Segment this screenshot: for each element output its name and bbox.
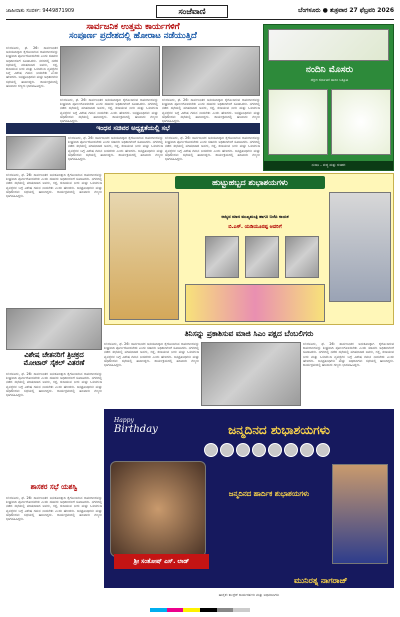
birthday-line2: ಬಿ.ಎಸ್. ಯಡಿಯೂರಪ್ಪ ಅವರಿಗೆ: [228, 224, 282, 230]
ad-bowl-photo-2: [331, 89, 391, 155]
strip-photo: [6, 136, 66, 170]
article1-body-3: ಬೆಂಗಳೂರು, ಫೆ. 26: ಸಾರ್ವಜನಿಕರ ಅನುಕೂಲಕ್ಕಾಗಿ ಕೈಗೊಂಡಿರುವ ಕಾಮಗಾರಿಗಳನ್ನು ಶೀಘ್ರವಾಗಿ ಪೂರ್ಣಗೊಳಿಸಬೇಕು ಎಂದು ಸಚಿವರು ಅಧಿಕಾರಿಗಳಿಗೆ ಸೂಚಿಸಿದರು. ನಗರದಲ್ಲಿ ನಡೆದ ಸಭೆಯಲ್ಲಿ ಮಾತನಾಡಿದ ಅವರು, ರಸ್ತೆ, ಕುಡಿಯುವ ನೀರು ಮತ್ತು ಒಳಚರಂಡಿ ವ್ಯವಸ್ಥೆಗಳ ಬಗ್ಗೆ ವಿಶೇಷ ಗಮನ ನೀಡಬೇಕು ಎಂದು ಹೇಳಿದರು. ಜನಪ್ರತಿನಿಧಿಗಳು ಮತ್ತು ಅಧಿಕಾರಿಗಳು ಸಭೆಯಲ್ಲಿ ಹಾಜರಿದ್ದರು. ಕಾರ್ಯಕ್ರಮದಲ್ಲಿ ಹಲವಾರು ಗಣ್ಯರು ಭಾಗವಹಿಸಿದ್ದರು.: [162, 98, 260, 124]
article4-body: ಬೆಂಗಳೂರು, ಫೆ. 26: ಸಾರ್ವಜನಿಕರ ಅನುಕೂಲಕ್ಕಾಗಿ ಕೈಗೊಂಡಿರುವ ಕಾಮಗಾರಿಗಳನ್ನು ಶೀಘ್ರವಾಗಿ ಪೂರ್ಣಗೊಳಿಸಬೇಕು ಎಂದು ಸಚಿವರು ಅಧಿಕಾರಿಗಳಿಗೆ ಸೂಚಿಸಿದರು. ನಗರದಲ್ಲಿ ನಡೆದ ಸಭೆಯಲ್ಲಿ ಮಾತನಾಡಿದ ಅವರು, ರಸ್ತೆ, ಕುಡಿಯುವ ನೀರು ಮತ್ತು ಒಳಚರಂಡಿ ವ್ಯವಸ್ಥೆಗಳ ಬಗ್ಗೆ ವಿಶೇಷ ಗಮನ ನೀಡಬೇಕು ಎಂದು ಹೇಳಿದರು. ಜನಪ್ರತಿನಿಧಿಗಳು ಮತ್ತು ಅಧಿಕಾರಿಗಳು ಸಭೆಯಲ್ಲಿ ಹಾಜರಿದ್ದರು. ಕಾರ್ಯಕ್ರಮದಲ್ಲಿ ಹಲವಾರು ಗಣ್ಯರು ಭಾಗವಹಿಸಿದ್ದರು.: [6, 496, 102, 522]
article2-body: ಬೆಂಗಳೂರು, ಫೆ. 26: ಸಾರ್ವಜನಿಕರ ಅನುಕೂಲಕ್ಕಾಗಿ ಕೈಗೊಂಡಿರುವ ಕಾಮಗಾರಿಗಳನ್ನು ಶೀಘ್ರವಾಗಿ ಪೂರ್ಣಗೊಳಿಸಬೇಕು ಎಂದು ಸಚಿವರು ಅಧಿಕಾರಿಗಳಿಗೆ ಸೂಚಿಸಿದರು. ನಗರದಲ್ಲಿ ನಡೆದ ಸಭೆಯಲ್ಲಿ ಮಾತನಾಡಿದ ಅವರು, ರಸ್ತೆ, ಕುಡಿಯುವ ನೀರು ಮತ್ತು ಒಳಚರಂಡಿ ವ್ಯವಸ್ಥೆಗಳ ಬಗ್ಗೆ ವಿಶೇಷ ಗಮನ ನೀಡಬೇಕು ಎಂದು ಹೇಳಿದರು. ಜನಪ್ರತಿನಿಧಿಗಳು ಮತ್ತು ಅಧಿಕಾರಿಗಳು ಸಭೆಯಲ್ಲಿ ಹಾಜರಿದ್ದರು. ಕಾರ್ಯಕ್ರಮದಲ್ಲಿ ಹಲವಾರು ಗಣ್ಯರು ಭಾಗವಹಿಸಿದ್ದರು.: [104, 342, 199, 368]
article1-body: ಬೆಂಗಳೂರು, ಫೆ. 26: ಸಾರ್ವಜನಿಕರ ಅನುಕೂಲಕ್ಕಾಗಿ ಕೈಗೊಂಡಿರುವ ಕಾಮಗಾರಿಗಳನ್ನು ಶೀಘ್ರವಾಗಿ ಪೂರ್ಣಗೊಳಿಸಬೇಕು ಎಂದು ಸಚಿವರು ಅಧಿಕಾರಿಗಳಿಗೆ ಸೂಚಿಸಿದರು. ನಗರದಲ್ಲಿ ನಡೆದ ಸಭೆಯಲ್ಲಿ ಮಾತನಾಡಿದ ಅವರು, ರಸ್ತೆ, ಕುಡಿಯುವ ನೀರು ಮತ್ತು ಒಳಚರಂಡಿ ವ್ಯವಸ್ಥೆಗಳ ಬಗ್ಗೆ ವಿಶೇಷ ಗಮನ ನೀಡಬೇಕು ಎಂದು ಹೇಳಿದರು. ಜನಪ್ರತಿನಿಧಿಗಳು ಮತ್ತು ಅಧಿಕಾರಿಗಳು ಸಭೆಯಲ್ಲಿ ಹಾಜರಿದ್ದರು. ಕಾರ್ಯಕ್ರಮದಲ್ಲಿ ಹಲವಾರು ಗಣ್ಯರು ಭಾಗವಹಿಸಿದ್ದರು.: [6, 46, 58, 88]
portrait-5: [268, 443, 282, 457]
ad-footer: ನಂದಿನಿ – ಶುದ್ಧ ಮತ್ತು ರುಚಿಕರ: [264, 161, 393, 170]
nandini-ad: [263, 24, 394, 171]
ad-contact: ಜಾಹೀರಾತು ಸಂಪರ್ಕ: 9449871909: [6, 8, 75, 14]
article1-body-2: ಬೆಂಗಳೂರು, ಫೆ. 26: ಸಾರ್ವಜನಿಕರ ಅನುಕೂಲಕ್ಕಾಗಿ ಕೈಗೊಂಡಿರುವ ಕಾಮಗಾರಿಗಳನ್ನು ಶೀಘ್ರವಾಗಿ ಪೂರ್ಣಗೊಳಿಸಬೇಕು ಎಂದು ಸಚಿವರು ಅಧಿಕಾರಿಗಳಿಗೆ ಸೂಚಿಸಿದರು. ನಗರದಲ್ಲಿ ನಡೆದ ಸಭೆಯಲ್ಲಿ ಮಾತನಾಡಿದ ಅವರು, ರಸ್ತೆ, ಕುಡಿಯುವ ನೀರು ಮತ್ತು ಒಳಚರಂಡಿ ವ್ಯವಸ್ಥೆಗಳ ಬಗ್ಗೆ ವಿಶೇಷ ಗಮನ ನೀಡಬೇಕು ಎಂದು ಹೇಳಿದರು. ಜನಪ್ರತಿನಿಧಿಗಳು ಮತ್ತು ಅಧಿಕಾರಿಗಳು ಸಭೆಯಲ್ಲಿ ಹಾಜರಿದ್ದರು. ಕಾರ್ಯಕ್ರಮದಲ್ಲಿ ಹಲವಾರು ಗಣ್ಯರು ಭಾಗವಹಿಸಿದ್ದರು.: [60, 98, 158, 124]
happy-birthday: Happy Birthday: [114, 417, 158, 435]
sender-portrait: [332, 464, 388, 564]
leader-photo: [109, 192, 179, 320]
strip-body: ಬೆಂಗಳೂರು, ಫೆ. 26: ಸಾರ್ವಜನಿಕರ ಅನುಕೂಲಕ್ಕಾಗಿ ಕೈಗೊಂಡಿರುವ ಕಾಮಗಾರಿಗಳನ್ನು ಶೀಘ್ರವಾಗಿ ಪೂರ್ಣಗೊಳಿಸಬೇಕು ಎಂದು ಸಚಿವರು ಅಧಿಕಾರಿಗಳಿಗೆ ಸೂಚಿಸಿದರು. ನಗರದಲ್ಲಿ ನಡೆದ ಸಭೆಯಲ್ಲಿ ಮಾತನಾಡಿದ ಅವರು, ರಸ್ತೆ, ಕುಡಿಯುವ ನೀರು ಮತ್ತು ಒಳಚರಂಡಿ ವ್ಯವಸ್ಥೆಗಳ ಬಗ್ಗೆ ವಿಶೇಷ ಗಮನ ನೀಡಬೇಕು ಎಂದು ಹೇಳಿದರು. ಜನಪ್ರತಿನಿಧಿಗಳು ಮತ್ತು ಅಧಿಕಾರಿಗಳು ಸಭೆಯಲ್ಲಿ ಹಾಜರಿದ್ದರು. ಕಾರ್ಯಕ್ರಮದಲ್ಲಿ ಹಲವಾರು ಗಣ್ಯರು ಭಾಗವಹಿಸಿದ್ದರು.: [68, 136, 163, 162]
portrait-1: [204, 443, 218, 457]
issue-date: ಬೆಂಗಳೂರು ● ಶುಕ್ರವಾರ 27 ಫೆಬ್ರವರಿ 2026: [298, 7, 394, 14]
portrait-2: [220, 443, 234, 457]
birthday-ad-1: [104, 173, 394, 325]
article1-photo: [60, 46, 160, 96]
ad-subtitle: ದಕ್ಷಿಣ ಕರ್ನಾಟಕ ಹಾಲು ಒಕ್ಕೂಟ: [310, 78, 349, 82]
name-tag: ಶ್ರೀ ಸಂತೋಷ್ ಎಸ್. ಲಾಡ್: [114, 554, 209, 569]
sender-photo: [329, 192, 391, 302]
ad-bowl-photo: [268, 89, 328, 155]
greeter-photo-2: [245, 236, 279, 278]
newspaper-logo: ಸಂಜೆವಾಣಿ: [156, 5, 228, 18]
sender-name: ಮುನಿರತ್ನ ನಾಗರಾಜ್: [294, 576, 348, 585]
masthead-rule: [6, 19, 394, 20]
article4-headline: ಶಾಸಕರ ಸಭೆ ಯಶಸ್ವಿ: [30, 483, 78, 491]
birthday-greeting: ಜನ್ಮದಿನದ ಹಾರ್ದಿಕ ಶುಭಾಶಯಗಳು: [228, 490, 310, 498]
birthday-ad-2: [104, 409, 394, 602]
birthday-banner: ಹುಟ್ಟುಹಬ್ಬದ ಶುಭಾಶಯಗಳು: [175, 176, 325, 189]
left-column-photo: [6, 308, 102, 350]
greeter-photo-1: [205, 236, 239, 278]
portrait-3: [236, 443, 250, 457]
masthead: [6, 5, 394, 19]
article3-headline: ವಿಶೇಷ ಚೇತನರಿಗೆ ತ್ರಿಚಕ್ರದ ಮೋಟಾರ್ ಸೈಕಲ್ ವಿತರಣೆ: [23, 351, 85, 367]
portrait-7: [300, 443, 314, 457]
strip-body-2: ಬೆಂಗಳೂರು, ಫೆ. 26: ಸಾರ್ವಜನಿಕರ ಅನುಕೂಲಕ್ಕಾಗಿ ಕೈಗೊಂಡಿರುವ ಕಾಮಗಾರಿಗಳನ್ನು ಶೀಘ್ರವಾಗಿ ಪೂರ್ಣಗೊಳಿಸಬೇಕು ಎಂದು ಸಚಿವರು ಅಧಿಕಾರಿಗಳಿಗೆ ಸೂಚಿಸಿದರು. ನಗರದಲ್ಲಿ ನಡೆದ ಸಭೆಯಲ್ಲಿ ಮಾತನಾಡಿದ ಅವರು, ರಸ್ತೆ, ಕುಡಿಯುವ ನೀರು ಮತ್ತು ಒಳಚರಂಡಿ ವ್ಯವಸ್ಥೆಗಳ ಬಗ್ಗೆ ವಿಶೇಷ ಗಮನ ನೀಡಬೇಕು ಎಂದು ಹೇಳಿದರು. ಜನಪ್ರತಿನಿಧಿಗಳು ಮತ್ತು ಅಧಿಕಾರಿಗಳು ಸಭೆಯಲ್ಲಿ ಹಾಜರಿದ್ದರು. ಕಾರ್ಯಕ್ರಮದಲ್ಲಿ ಹಲವಾರು ಗಣ್ಯರು ಭಾಗವಹಿಸಿದ್ದರು.: [165, 136, 260, 162]
main-portrait: [110, 461, 206, 557]
article3-body: ಬೆಂಗಳೂರು, ಫೆ. 26: ಸಾರ್ವಜನಿಕರ ಅನುಕೂಲಕ್ಕಾಗಿ ಕೈಗೊಂಡಿರುವ ಕಾಮಗಾರಿಗಳನ್ನು ಶೀಘ್ರವಾಗಿ ಪೂರ್ಣಗೊಳಿಸಬೇಕು ಎಂದು ಸಚಿವರು ಅಧಿಕಾರಿಗಳಿಗೆ ಸೂಚಿಸಿದರು. ನಗರದಲ್ಲಿ ನಡೆದ ಸಭೆಯಲ್ಲಿ ಮಾತನಾಡಿದ ಅವರು, ರಸ್ತೆ, ಕುಡಿಯುವ ನೀರು ಮತ್ತು ಒಳಚರಂಡಿ ವ್ಯವಸ್ಥೆಗಳ ಬಗ್ಗೆ ವಿಶೇಷ ಗಮನ ನೀಡಬೇಕು ಎಂದು ಹೇಳಿದರು. ಜನಪ್ರತಿನಿಧಿಗಳು ಮತ್ತು ಅಧಿಕಾರಿಗಳು ಸಭೆಯಲ್ಲಿ ಹಾಜರಿದ್ದರು. ಕಾರ್ಯಕ್ರಮದಲ್ಲಿ ಹಲವಾರು ಗಣ್ಯರು ಭಾಗವಹಿಸಿದ್ದರು.: [6, 372, 102, 398]
ad-title: ನಂದಿನಿ ಮೊಸರು: [305, 65, 354, 75]
left-column-body: ಬೆಂಗಳೂರು, ಫೆ. 26: ಸಾರ್ವಜನಿಕರ ಅನುಕೂಲಕ್ಕಾಗಿ ಕೈಗೊಂಡಿರುವ ಕಾಮಗಾರಿಗಳನ್ನು ಶೀಘ್ರವಾಗಿ ಪೂರ್ಣಗೊಳಿಸಬೇಕು ಎಂದು ಸಚಿವರು ಅಧಿಕಾರಿಗಳಿಗೆ ಸೂಚಿಸಿದರು. ನಗರದಲ್ಲಿ ನಡೆದ ಸಭೆಯಲ್ಲಿ ಮಾತನಾಡಿದ ಅವರು, ರಸ್ತೆ, ಕುಡಿಯುವ ನೀರು ಮತ್ತು ಒಳಚರಂಡಿ ವ್ಯವಸ್ಥೆಗಳ ಬಗ್ಗೆ ವಿಶೇಷ ಗಮನ ನೀಡಬೇಕು ಎಂದು ಹೇಳಿದರು. ಜನಪ್ರತಿನಿಧಿಗಳು ಮತ್ತು ಅಧಿಕಾರಿಗಳು ಸಭೆಯಲ್ಲಿ ಹಾಜರಿದ್ದರು. ಕಾರ್ಯಕ್ರಮದಲ್ಲಿ ಹಲವಾರು ಗಣ್ಯರು ಭಾಗವಹಿಸಿದ್ದರು.: [6, 173, 102, 199]
article-strip-headline: ಇಂಧನ ಸಚಿವರ ಅಧ್ಯಕ್ಷತೆಯಲ್ಲಿ ಸಭೆ: [6, 123, 260, 134]
article2-headline: ತಿನಿಸನ್ನು ಪ್ರಕಾಶಿಸುವ ಮಾಜಿ ಸಿಎಂ ಪಕ್ಷದ ಬೆಂಬಲಿಗರು: [184, 329, 314, 338]
ad-product-photo: [268, 29, 389, 61]
article1-photo-2: [162, 46, 260, 96]
birthday-title: ಜನ್ಮದಿನದ ಶುಭಾಶಯಗಳು: [228, 423, 330, 437]
print-color-bar: [150, 608, 250, 612]
portrait-8: [316, 443, 330, 457]
portrait-4: [252, 443, 266, 457]
ad-footer-2: ಹಾರೈಕೆ: ಕಾಂಗ್ರೆಸ್ ಕಾರ್ಯಕರ್ತರು ಮತ್ತು ಅಭಿಮಾನಿಗಳು: [104, 588, 394, 602]
birthday-line1: ರಾಜ್ಯದ ಮಾಜಿ ಮುಖ್ಯಮಂತ್ರಿ ಹಾಗೂ ಬಿಜೆಪಿ ನಾಯಕ: [221, 214, 289, 219]
article1-headline: ಸಾರ್ವಜನಿಕ ಉತ್ತಮ ಕಾರ್ಯಗಳಿಗೆ ಸಂಪೂರ್ಣ ಪ್ರದೇಶದಲ್ಲಿ ಹೋರಾಟ ನಡೆಯುತ್ತಿದೆ: [69, 22, 197, 42]
portrait-6: [284, 443, 298, 457]
article2-photo: [201, 342, 301, 406]
greeter-photo-3: [285, 236, 319, 278]
flowers-decoration: [185, 284, 325, 322]
article2-body-2: ಬೆಂಗಳೂರು, ಫೆ. 26: ಸಾರ್ವಜನಿಕರ ಅನುಕೂಲಕ್ಕಾಗಿ ಕೈಗೊಂಡಿರುವ ಕಾಮಗಾರಿಗಳನ್ನು ಶೀಘ್ರವಾಗಿ ಪೂರ್ಣಗೊಳಿಸಬೇಕು ಎಂದು ಸಚಿವರು ಅಧಿಕಾರಿಗಳಿಗೆ ಸೂಚಿಸಿದರು. ನಗರದಲ್ಲಿ ನಡೆದ ಸಭೆಯಲ್ಲಿ ಮಾತನಾಡಿದ ಅವರು, ರಸ್ತೆ, ಕುಡಿಯುವ ನೀರು ಮತ್ತು ಒಳಚರಂಡಿ ವ್ಯವಸ್ಥೆಗಳ ಬಗ್ಗೆ ವಿಶೇಷ ಗಮನ ನೀಡಬೇಕು ಎಂದು ಹೇಳಿದರು. ಜನಪ್ರತಿನಿಧಿಗಳು ಮತ್ತು ಅಧಿಕಾರಿಗಳು ಸಭೆಯಲ್ಲಿ ಹಾಜರಿದ್ದರು. ಕಾರ್ಯಕ್ರಮದಲ್ಲಿ ಹಲವಾರು ಗಣ್ಯರು ಭಾಗವಹಿಸಿದ್ದರು.: [303, 342, 394, 368]
